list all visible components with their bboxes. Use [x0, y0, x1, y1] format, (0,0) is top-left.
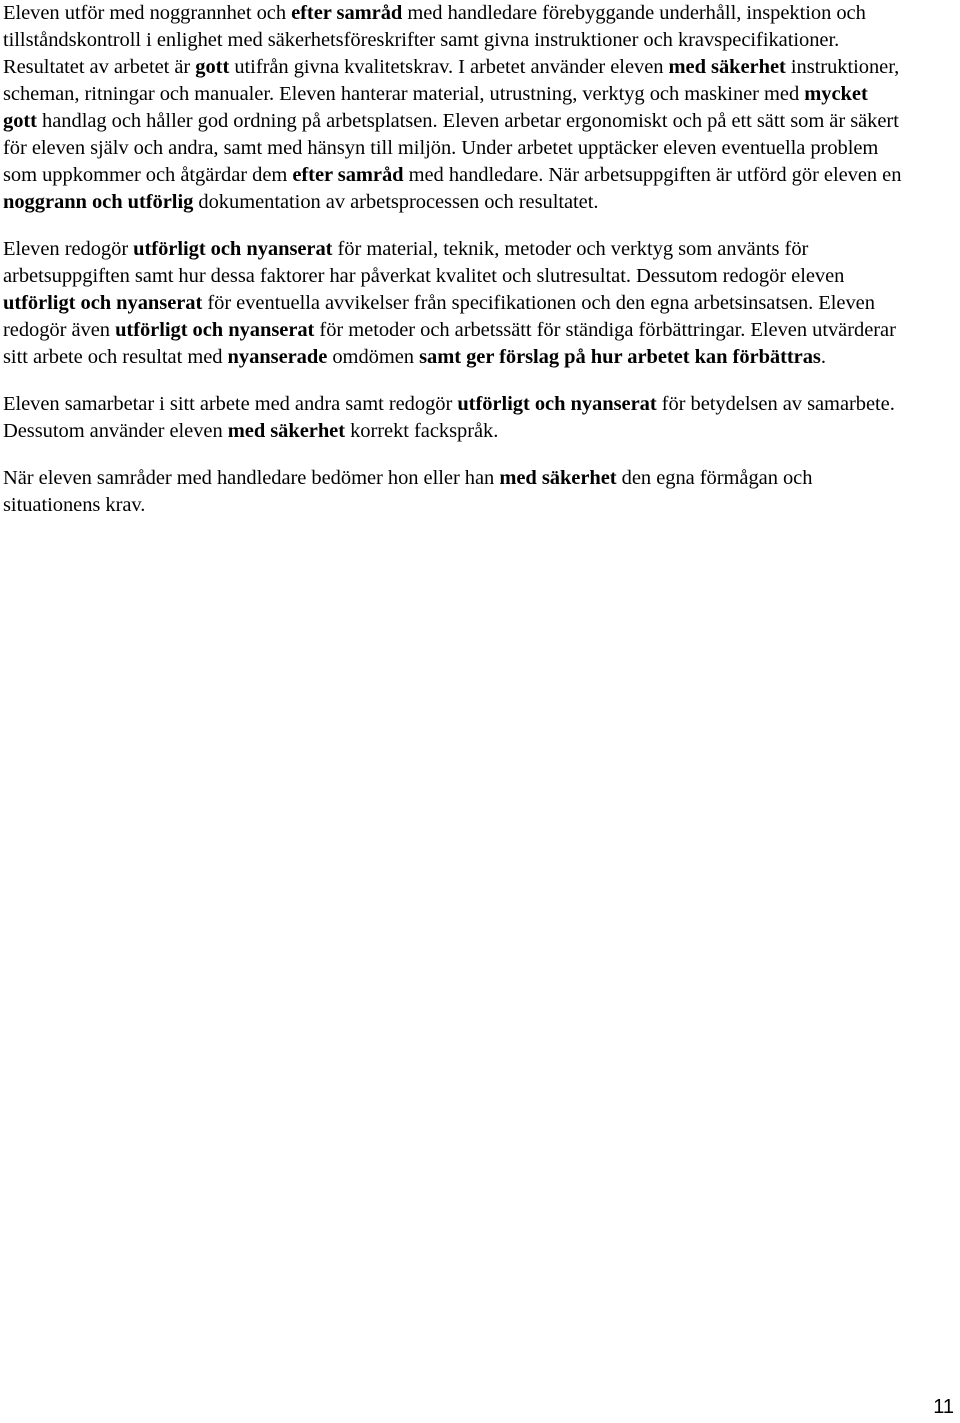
body-text: för eventuella avvikelser från specifikationen och den egna arbetsinsatsen. Eleven redogör även	[3, 292, 875, 341]
emphasis-text: utförligt och nyanserat	[457, 393, 657, 415]
emphasis-text: efter samråd	[291, 2, 403, 24]
body-text: Eleven redogör	[3, 238, 134, 260]
body-text: handlag och håller god ordning på arbetsplatsen. Eleven arbetar ergonomiskt och på ett sätt som är säkert för eleven själv och andra, samt med hänsyn till miljön. Under arbetet upptäcker eleven eventuella problem som uppkommer och åtgärdar dem	[3, 110, 899, 186]
emphasis-text: efter samråd	[292, 164, 404, 186]
emphasis-text: utförligt och nyanserat	[133, 238, 333, 260]
body-text: med handledare förebyggande underhåll, inspektion och tillståndskontroll i enlighet med säkerhetsföreskrifter samt givna instruktioner och kravspecifikationer. Resultatet av arbetet är	[3, 2, 866, 78]
page-number: 11	[933, 1396, 954, 1418]
body-text: instruktioner, scheman, ritningar och manualer. Eleven hanterar material, utrustning, verktyg och maskiner med	[3, 56, 900, 105]
body-text: för betydelsen av samarbete. Dessutom använder eleven	[3, 393, 895, 442]
emphasis-text: utförligt och nyanserat	[3, 292, 203, 314]
body-text: den egna förmågan och situationens krav.	[3, 467, 813, 516]
body-text: för metoder och arbetssätt för ständiga förbättringar. Eleven utvärderar sitt arbete och resultat med	[3, 319, 896, 368]
body-text: för material, teknik, metoder och verktyg som använts för arbetsuppgiften samt hur dessa faktorer har påverkat kvalitet och slutresultat. Dessutom redogör eleven	[3, 238, 845, 287]
body-text: utifrån givna kvalitetskrav. I arbetet använder eleven	[229, 56, 669, 78]
emphasis-text: med säkerhet	[499, 467, 617, 489]
body-text: korrekt fackspråk.	[345, 420, 499, 442]
emphasis-text: nyanserade	[227, 346, 328, 368]
body-text: med handledare. När arbetsuppgiften är utförd gör eleven en	[403, 164, 902, 186]
emphasis-text: utförligt och nyanserat	[115, 319, 315, 341]
emphasis-text: noggrann och utförlig	[3, 191, 194, 213]
body-text: Eleven utför med noggrannhet och	[3, 2, 292, 24]
emphasis-text: samt ger förslag på hur arbetet kan förbättras	[419, 346, 821, 368]
paragraph-collaboration	[3, 391, 903, 445]
paragraph-work-execution	[3, 0, 903, 216]
emphasis-text: med säkerhet	[227, 420, 346, 442]
body-text: När eleven samråder med handledare bedömer hon eller han	[3, 467, 500, 489]
paragraph-reporting	[3, 236, 903, 371]
emphasis-text: mycket gott	[3, 83, 868, 132]
body-text: Eleven samarbetar i sitt arbete med andra samt redogör	[3, 393, 458, 415]
emphasis-text: gott	[195, 56, 230, 78]
document-body	[3, 0, 903, 539]
body-text: omdömen	[327, 346, 420, 368]
paragraph-self-assessment	[3, 465, 903, 519]
emphasis-text: med säkerhet	[668, 56, 786, 78]
body-text: .	[820, 346, 826, 368]
body-text: dokumentation av arbetsprocessen och resultatet.	[193, 191, 599, 213]
